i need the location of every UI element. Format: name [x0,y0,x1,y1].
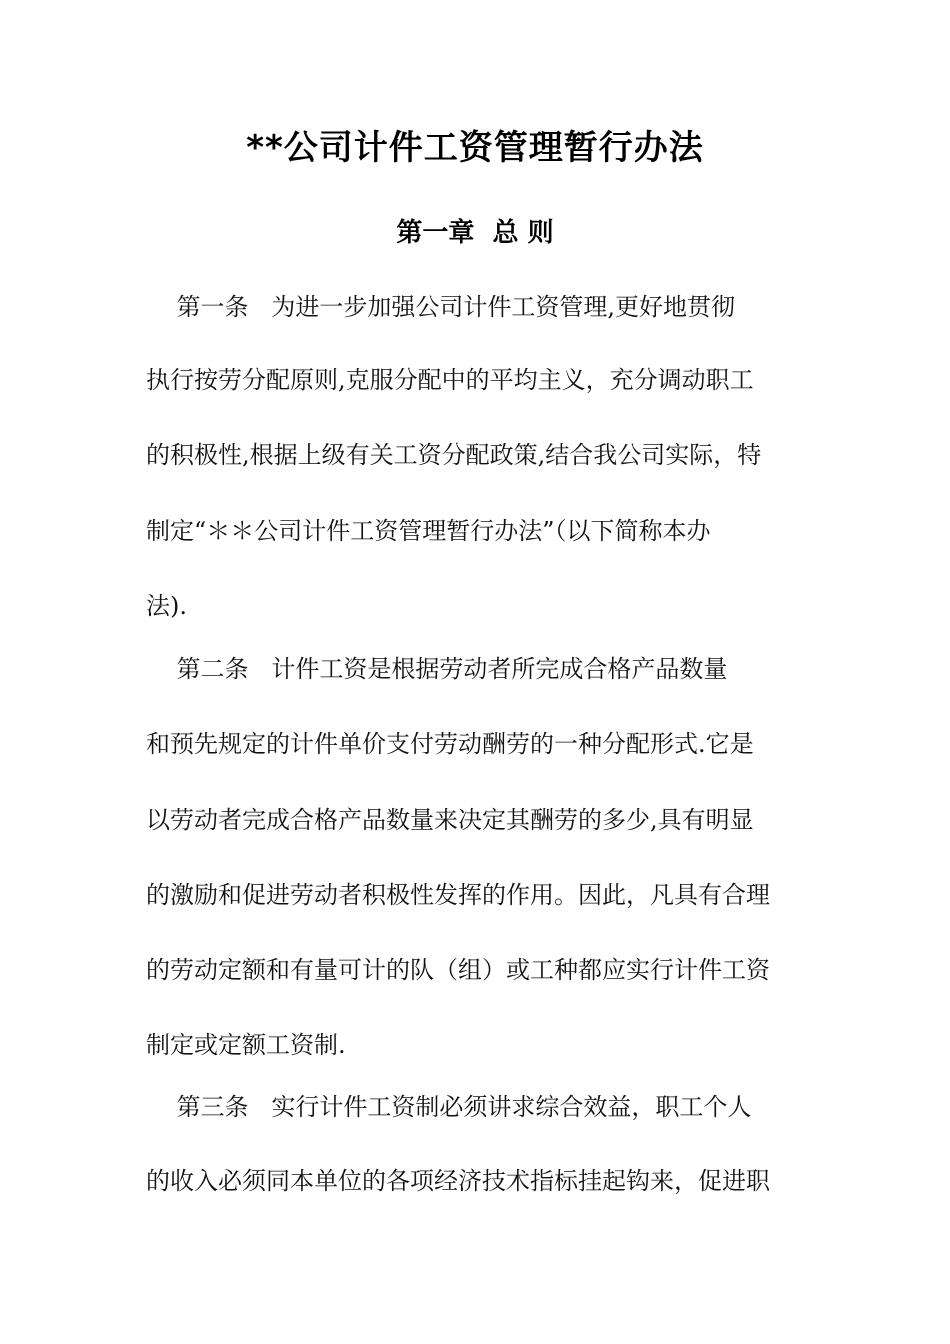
body-line: 的激励和促进劳动者积极性发挥的作用。因此，凡具有合理 [146,881,770,909]
body-line: 的劳动定额和有量可计的队（组）或工种都应实行计件工资 [146,956,770,984]
body-line: 第一条 为进一步加强公司计件工资管理,更好地贯彻 [146,293,736,321]
body-line: 执行按劳分配原则,克服分配中的平均主义，充分调动职工 [146,366,754,394]
chapter-heading: 第一章 总 则 [396,218,554,248]
body-line: 第二条 计件工资是根据劳动者所完成合格产品数量 [146,655,728,683]
body-line: 以劳动者完成合格产品数量来决定其酬劳的多少,具有明显 [146,806,754,834]
body-line: 制定“＊＊公司计件工资管理暂行办法”（以下简称本办 [146,517,711,545]
body-line: 和预先规定的计件单价支付劳动酬劳的一种分配形式.它是 [146,730,754,758]
body-line: 第三条 实行计件工资制必须讲求综合效益，职工个人 [146,1093,752,1121]
body-line: 制定或定额工资制. [146,1031,346,1059]
body-line: 的积极性,根据上级有关工资分配政策,结合我公司实际，特 [146,441,762,469]
body-line: 的收入必须同本单位的各项经济技术指标挂起钩来，促进职 [146,1167,770,1195]
document-title: **公司计件工资管理暂行办法 [246,128,704,168]
body-line: 法). [146,592,187,620]
